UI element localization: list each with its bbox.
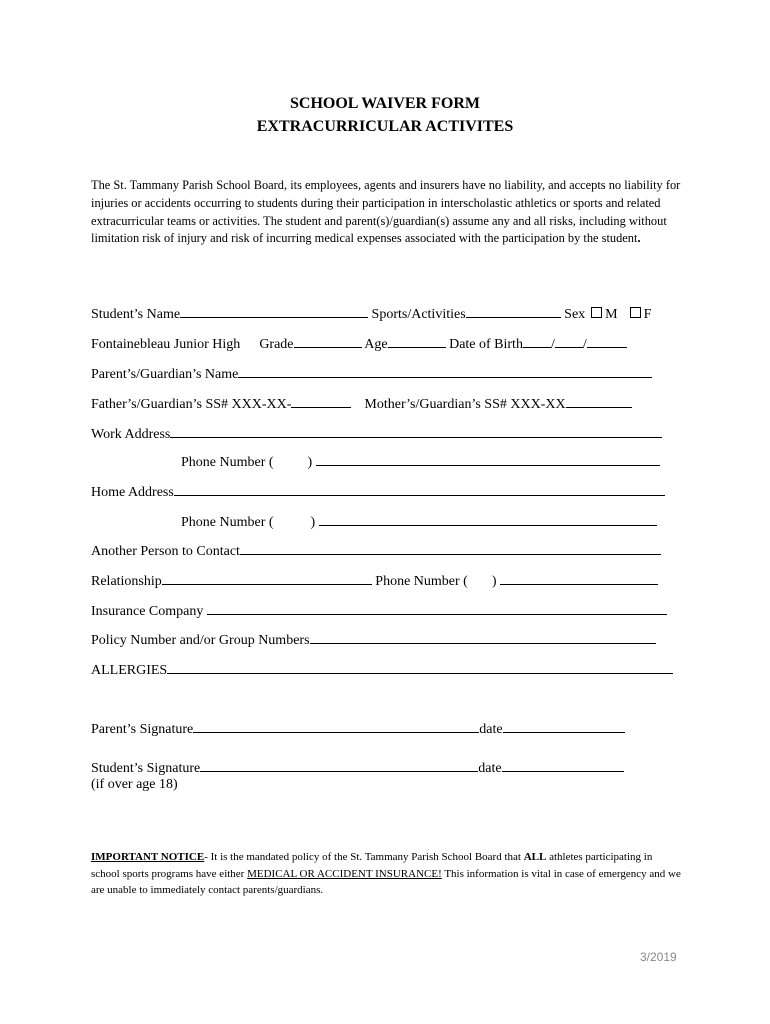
relationship-field[interactable] xyxy=(162,571,372,585)
sports-activities-label: Sports/Activities xyxy=(371,307,466,322)
sex-m-checkbox[interactable] xyxy=(591,307,602,318)
school-info-row xyxy=(91,334,627,353)
allergies-label: ALLERGIES xyxy=(91,663,168,678)
work-phone-paren: ) xyxy=(307,455,313,470)
notice-insurance: MEDICAL OR ACCIDENT INSURANCE! xyxy=(247,867,442,880)
contact-phone-label: Phone Number ( xyxy=(375,574,468,589)
student-name-field[interactable] xyxy=(180,304,368,318)
sex-m-label: M xyxy=(605,307,618,322)
contact-phone-field[interactable] xyxy=(500,571,658,585)
student-signature-field[interactable] xyxy=(200,758,478,772)
work-phone-label: Phone Number ( xyxy=(181,455,274,470)
revision-date: 3/2019 xyxy=(640,950,677,964)
parent-signature-label: Parent’s Signature xyxy=(91,722,194,737)
dob-year-field[interactable] xyxy=(587,334,627,348)
insurance-company-field[interactable] xyxy=(207,601,667,615)
parent-signature-row xyxy=(91,719,625,738)
ss-row xyxy=(91,394,632,413)
notice-all: ALL xyxy=(523,851,547,863)
grade-label: Grade xyxy=(259,337,294,352)
home-address-label: Home Address xyxy=(91,485,174,500)
home-address-field[interactable] xyxy=(174,482,665,496)
sex-f-checkbox[interactable] xyxy=(630,307,641,318)
parent-date-field[interactable] xyxy=(503,719,625,733)
grade-field[interactable] xyxy=(294,334,362,348)
work-address-label: Work Address xyxy=(91,427,171,442)
dob-label: Date of Birth xyxy=(449,337,523,352)
notice-text-1: - It is the mandated policy of the St. Tammany Parish School Board that xyxy=(204,851,524,863)
student-date-label: date xyxy=(478,761,502,776)
student-name-label: Student’s Name xyxy=(91,307,181,322)
work-address-field[interactable] xyxy=(170,424,662,438)
mother-ss-field[interactable] xyxy=(566,394,632,408)
form-title: SCHOOL WAIVER FORM xyxy=(290,95,480,112)
form-subtitle: EXTRACURRICULAR ACTIVITES xyxy=(256,118,514,135)
home-phone-label: Phone Number ( xyxy=(181,515,274,530)
age-label: Age xyxy=(364,337,388,352)
allergies-field[interactable] xyxy=(167,660,673,674)
allergies-row xyxy=(91,660,673,679)
parent-name-row xyxy=(91,364,652,383)
father-ss-label: Father’s/Guardian’s SS# XXX-XX- xyxy=(91,397,292,412)
liability-paragraph xyxy=(91,177,683,248)
notice-label: IMPORTANT NOTICE xyxy=(91,851,205,863)
over-age-note: (if over age 18) xyxy=(91,777,178,792)
sex-f-label: F xyxy=(643,307,652,322)
policy-number-field[interactable] xyxy=(310,630,656,644)
policy-number-label: Policy Number and/or Group Numbers xyxy=(91,633,310,648)
important-notice xyxy=(91,849,681,899)
student-signature-label: Student’s Signature xyxy=(91,761,201,776)
liability-text: The St. Tammany Parish School Board, its employees, agents and insurers have no liability, and accepts no liability for injuries or accidents occurring to students during their participation in interscholastic athletics or sports and related extracurricular teams or activities. The student and parent(s)/guardian(s) assume any and all risks, including without limitation risk of injury and risk of incurring medical expenses associated with the participation by the student xyxy=(91,178,681,246)
parent-date-label: date xyxy=(479,722,503,737)
student-info-row xyxy=(91,304,651,323)
home-address-row xyxy=(91,482,665,501)
parent-name-field[interactable] xyxy=(238,364,652,378)
relationship-label: Relationship xyxy=(91,574,162,589)
student-signature-row xyxy=(91,758,624,777)
school-name: Fontainebleau Junior High xyxy=(91,337,241,352)
home-phone-row xyxy=(181,512,657,531)
dob-slash-2: / xyxy=(582,337,587,352)
sex-label: Sex xyxy=(564,307,586,322)
home-phone-paren: ) xyxy=(310,515,316,530)
notice-text-3: This information is vital in case of emergency and we are unable to immediately contact parents/guardians. xyxy=(91,867,681,896)
parent-signature-field[interactable] xyxy=(193,719,479,733)
father-ss-field[interactable] xyxy=(291,394,351,408)
student-date-field[interactable] xyxy=(502,758,624,772)
age-field[interactable] xyxy=(388,334,446,348)
sports-activities-field[interactable] xyxy=(466,304,561,318)
home-phone-field[interactable] xyxy=(319,512,657,526)
insurance-row xyxy=(91,601,667,620)
work-phone-row xyxy=(181,452,660,471)
another-contact-field[interactable] xyxy=(240,541,661,555)
mother-ss-label: Mother’s/Guardian’s SS# XXX-XX xyxy=(364,397,566,412)
dob-slash-1: / xyxy=(550,337,555,352)
liability-period: . xyxy=(637,231,641,246)
another-contact-row xyxy=(91,541,661,560)
policy-row xyxy=(91,630,656,649)
notice-text-2: athletes participating in school sports programs have either xyxy=(91,851,653,880)
contact-phone-paren: ) xyxy=(491,574,497,589)
relationship-row xyxy=(91,571,658,590)
parent-name-label: Parent’s/Guardian’s Name xyxy=(91,367,239,382)
insurance-company-label: Insurance Company xyxy=(91,604,204,619)
work-address-row xyxy=(91,424,662,443)
dob-month-field[interactable] xyxy=(523,334,551,348)
another-contact-label: Another Person to Contact xyxy=(91,544,240,559)
dob-day-field[interactable] xyxy=(555,334,583,348)
work-phone-field[interactable] xyxy=(316,452,660,466)
